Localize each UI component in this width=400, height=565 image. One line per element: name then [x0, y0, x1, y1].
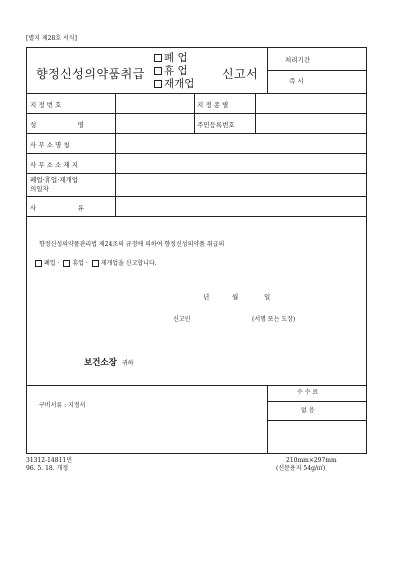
recipient: [84, 350, 134, 369]
divider: [194, 93, 195, 133]
row-label-date: 폐업·휴업·재개업 의일자: [30, 176, 79, 193]
recipient-title: 보건소장: [84, 358, 117, 368]
divider: [267, 420, 366, 421]
form-title-left: 향정신성의약품취급: [36, 67, 145, 81]
row-label-name: 성 명: [30, 121, 84, 129]
form-table: [26, 47, 367, 454]
office-address-field[interactable]: [116, 154, 366, 173]
signature-label: (서명 또는 도장): [252, 316, 296, 323]
divider: [267, 70, 366, 71]
option-suspension[interactable]: 휴 업: [154, 65, 194, 78]
footer-code: 31312-14811민: [26, 457, 72, 464]
applicant-label: 신고인: [173, 316, 191, 323]
row-label-designation-number: 지 정 번 호: [30, 101, 62, 109]
option-closure[interactable]: 폐 업: [154, 52, 194, 65]
resident-number-field[interactable]: [256, 114, 366, 133]
form-title-right: 신고서: [222, 67, 259, 81]
designation-number-field[interactable]: [116, 94, 193, 113]
checkbox-closure[interactable]: [154, 54, 162, 62]
divider: [27, 216, 366, 217]
divider: [267, 48, 268, 93]
divider: [27, 385, 366, 386]
footer-paper: (신문용지 54g/㎡): [276, 465, 326, 472]
checkbox-reopening[interactable]: [154, 80, 162, 88]
declaration-line-2: 폐업 · 휴업 · 재개업을 신고합니다.: [35, 260, 157, 267]
divider: [267, 385, 268, 453]
processing-period-label: 처리기간: [285, 56, 311, 64]
row-label-office-address: 사 무 소 소 재 지: [30, 161, 79, 169]
processing-period-value: 즉 시: [289, 77, 304, 85]
option-reopening[interactable]: 재개업: [154, 78, 194, 91]
checkbox-suspension-2[interactable]: [63, 260, 70, 267]
checkbox-suspension[interactable]: [154, 67, 162, 75]
fee-label: 수 수 료: [297, 389, 319, 396]
row-label-designation-type: 지 정 종 별: [197, 101, 229, 109]
fee-value: 없 음: [301, 407, 315, 414]
closure-type-options: [154, 52, 194, 91]
date-day-label: 일: [264, 293, 271, 301]
form-number: [별지 제28호 서식]: [26, 35, 77, 42]
divider: [267, 401, 366, 402]
designation-type-field[interactable]: [256, 94, 366, 113]
date-year-label: 년: [203, 293, 210, 301]
attachments-label: 구비서류 : 지정서: [39, 402, 86, 409]
footer-size: 210mm×297mm: [286, 457, 337, 464]
footer-date: 96. 5. 18. 개정: [26, 465, 69, 472]
checkbox-closure-2[interactable]: [35, 260, 42, 267]
declaration-line-1: 향정신성의약품관리법 제24조의 규정에 의하여 향정신성의약품 취급의: [39, 241, 225, 248]
name-field[interactable]: [116, 114, 193, 133]
date-month-label: 월: [232, 293, 239, 301]
row-label-resident-number: 주민등록번호: [197, 121, 235, 129]
recipient-suffix: 귀하: [121, 360, 134, 367]
row-label-office-name: 사 무 소 명 칭: [30, 141, 70, 149]
date-field[interactable]: [116, 174, 366, 196]
reason-field[interactable]: [116, 197, 366, 216]
row-label-reason: 사 유: [30, 204, 84, 212]
checkbox-reopening-2[interactable]: [92, 260, 99, 267]
office-name-field[interactable]: [116, 134, 366, 153]
